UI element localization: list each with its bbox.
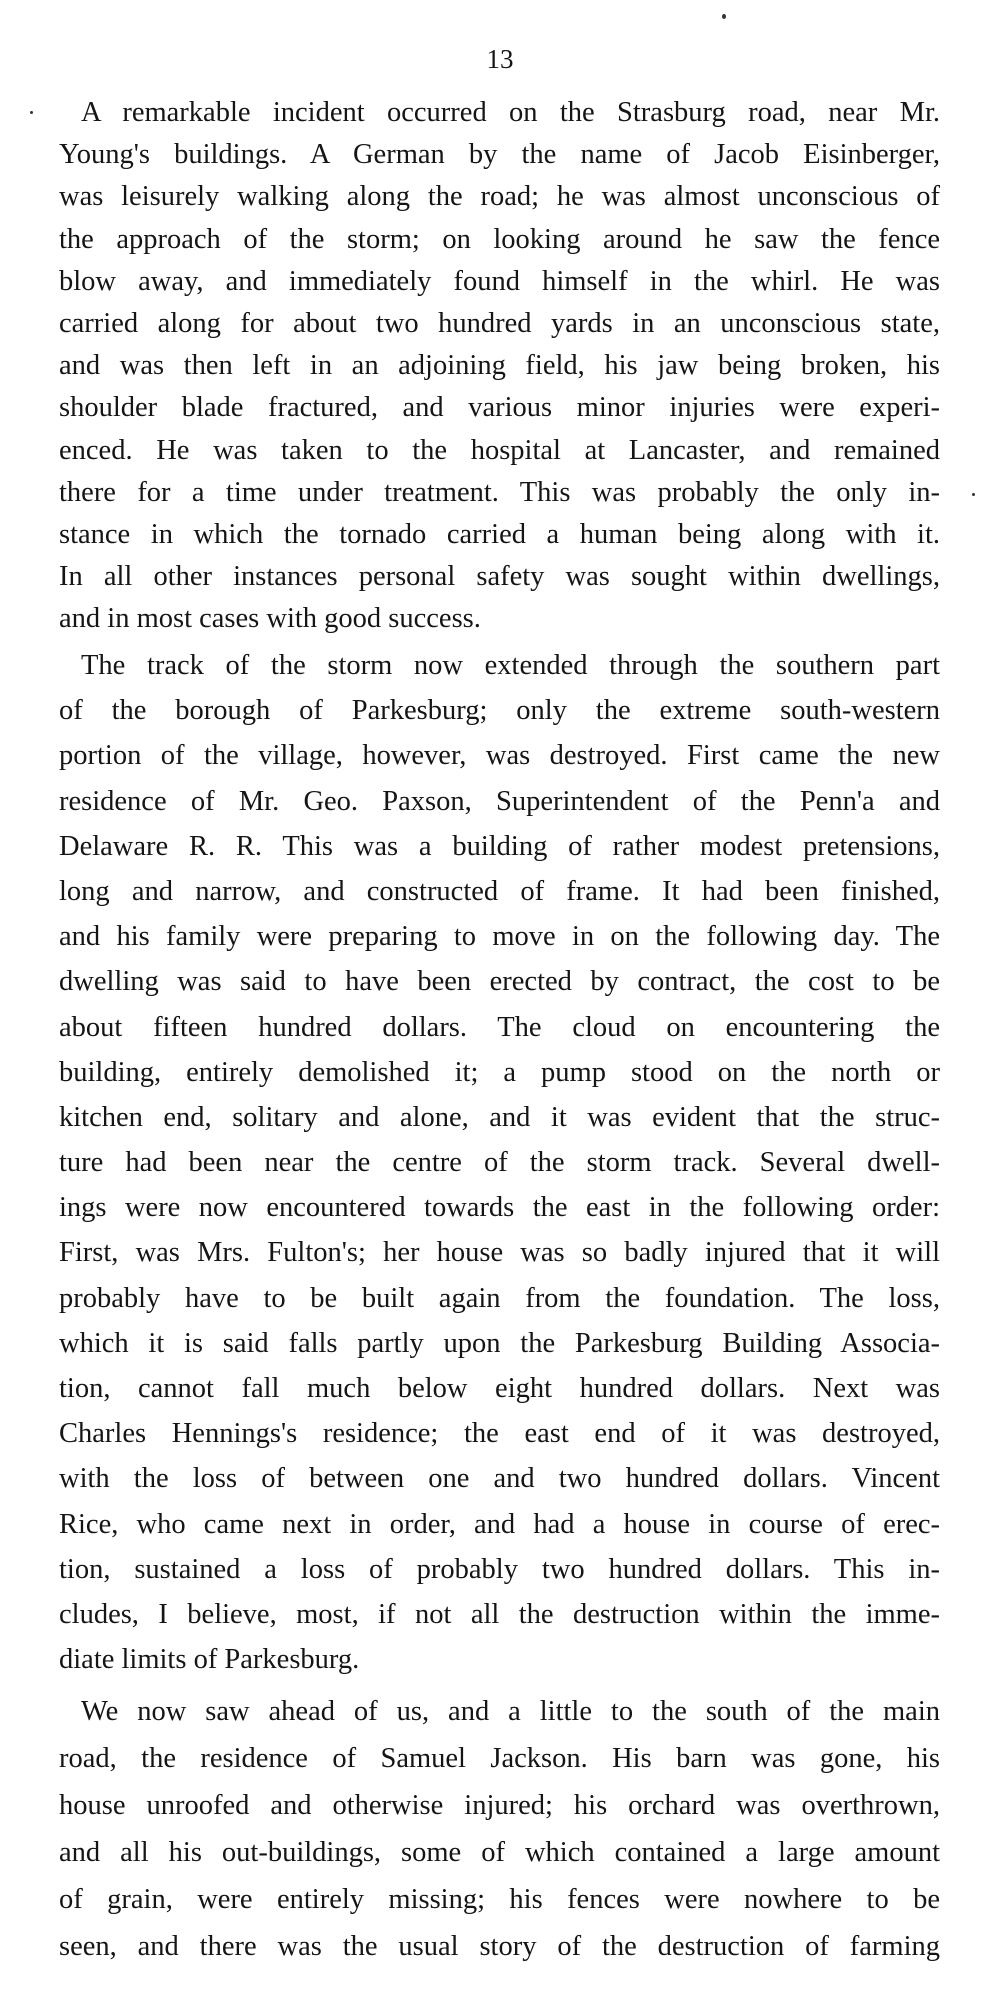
page-number: 13 bbox=[486, 44, 514, 74]
text-line: First, was Mrs. Fulton's; her house was so badly injured that it will bbox=[59, 1237, 940, 1269]
text-line: diate limits of Parkesburg. bbox=[59, 1644, 360, 1676]
text-line: road, the residence of Samuel Jackson. His barn was gone, his bbox=[59, 1743, 940, 1774]
text-line: ture had been near the centre of the storm track. Several dwell- bbox=[59, 1147, 940, 1179]
text-line: and was then left in an adjoining field, his jaw being broken, his bbox=[59, 350, 940, 382]
text-line: there for a time under treatment. This was probably the only in- bbox=[59, 476, 940, 508]
text-line: stance in which the tornado carried a human being along with it. bbox=[59, 518, 940, 550]
text-line: house unroofed and otherwise injured; his orchard was overthrown, bbox=[59, 1790, 940, 1821]
text-line: Delaware R. R. This was a building of rather modest pretensions, bbox=[59, 830, 940, 862]
text-line: kitchen end, solitary and alone, and it was evident that the struc- bbox=[59, 1101, 940, 1133]
text-line: A remarkable incident occurred on the Strasburg road, near Mr. bbox=[81, 97, 940, 128]
text-line: building, entirely demolished it; a pump stood on the north or bbox=[59, 1056, 940, 1088]
text-line: tion, cannot fall much below eight hundred dollars. Next was bbox=[59, 1373, 940, 1404]
text-line: and his family were preparing to move in on the following day. The bbox=[59, 921, 940, 953]
paragraph-1 bbox=[59, 92, 940, 640]
text-line: and in most cases with good success. bbox=[59, 603, 481, 635]
paragraph-2 bbox=[59, 643, 940, 1682]
text-line: Young's buildings. A German by the name of Jacob Eisinberger, bbox=[59, 139, 940, 171]
text-line: We now saw ahead of us, and a little to the south of the main bbox=[81, 1696, 940, 1727]
text-line: the approach of the storm; on looking around he saw the fence bbox=[59, 223, 940, 255]
text-line: and all his out-buildings, some of which contained a large amount bbox=[59, 1837, 940, 1868]
text-line: The track of the storm now extended through the southern part bbox=[81, 650, 940, 681]
scan-speck bbox=[722, 14, 726, 19]
text-line: Rice, who came next in order, and had a house in course of erec- bbox=[59, 1508, 940, 1540]
text-line: probably have to be built again from the foundation. The loss, bbox=[59, 1282, 940, 1314]
text-line: of the borough of Parkesburg; only the extreme south-western bbox=[59, 695, 940, 727]
text-line: seen, and there was the usual story of the destruction of farming bbox=[59, 1931, 940, 1962]
text-line: carried along for about two hundred yards in an unconscious state, bbox=[59, 307, 940, 339]
text-line: long and narrow, and constructed of frame. It had been finished, bbox=[59, 875, 940, 907]
text-line: which it is said falls partly upon the Parkesburg Building Associa- bbox=[59, 1327, 940, 1359]
text-line: residence of Mr. Geo. Paxson, Superintendent of the Penn'a and bbox=[59, 785, 940, 817]
text-line: In all other instances personal safety was sought within dwellings, bbox=[59, 561, 940, 593]
text-line: blow away, and immediately found himself in the whirl. He was bbox=[59, 265, 940, 297]
paragraph-3 bbox=[59, 1688, 940, 1970]
scan-speck bbox=[972, 493, 975, 496]
text-line: about fifteen hundred dollars. The cloud on encountering the bbox=[59, 1011, 940, 1043]
text-line: cludes, I believe, most, if not all the destruction within the imme- bbox=[59, 1598, 940, 1630]
text-line: enced. He was taken to the hospital at Lancaster, and remained bbox=[59, 434, 940, 466]
text-line: Charles Hennings's residence; the east end of it was destroyed, bbox=[59, 1418, 940, 1450]
text-line: was leisurely walking along the road; he was almost unconscious of bbox=[59, 181, 940, 213]
text-line: dwelling was said to have been erected by contract, the cost to be bbox=[59, 966, 940, 998]
text-line: tion, sustained a loss of probably two hundred dollars. This in- bbox=[59, 1553, 940, 1585]
text-line: shoulder blade fractured, and various minor injuries were experi- bbox=[59, 392, 940, 424]
text-line: of grain, were entirely missing; his fences were nowhere to be bbox=[59, 1884, 940, 1915]
text-line: ings were now encountered towards the east in the following order: bbox=[59, 1192, 940, 1224]
scan-speck bbox=[30, 111, 33, 114]
text-line: portion of the village, however, was destroyed. First came the new bbox=[59, 740, 940, 772]
text-line: with the loss of between one and two hundred dollars. Vincent bbox=[59, 1463, 940, 1495]
